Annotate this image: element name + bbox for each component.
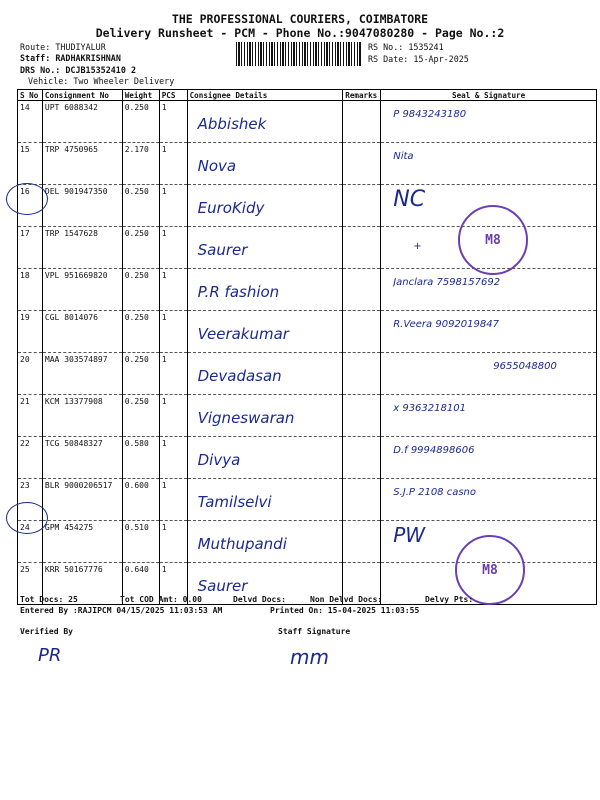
cell-consignee [187,101,343,143]
verified-signature: PR [38,645,62,666]
cell-pcs: 1 [159,395,187,437]
cell-remarks [343,521,381,563]
cell-consignee [187,437,343,479]
cell-consignment: CGL 8014076 [42,311,122,353]
table-row [18,101,597,143]
cell-weight: 2.170 [122,143,159,185]
cell-sno: 18 [18,269,43,311]
non-delvd-docs: Non Delvd Docs: [310,595,383,604]
company-seal [458,205,528,275]
cell-sno: 14 [18,101,43,143]
cell-pcs: 1 [159,521,187,563]
cell-sno: 21 [18,395,43,437]
company-title: THE PROFESSIONAL COURIERS, COIMBATORE [171,12,429,26]
cell-remarks [343,395,381,437]
cell-consignee [187,185,343,227]
cell-sno: 22 [18,437,43,479]
consignee-name: Tamilselvi [197,493,272,511]
cell-consignment: GPM 454275 [42,521,122,563]
cell-signature [381,311,597,353]
cell-consignee [187,227,343,269]
route-label: Route: [20,42,51,52]
cell-weight: 0.510 [122,521,159,563]
cell-signature [381,353,597,395]
cell-remarks [343,311,381,353]
delvd-docs: Delvd Docs: [233,595,286,604]
signature: P 9843243180 [393,109,467,120]
cell-consignee [187,311,343,353]
cell-consignee [187,479,343,521]
consignee-name: EuroKidy [197,199,265,217]
signature: S.J.P 2108 casno [393,487,477,498]
col-remarks: Remarks [343,90,381,101]
cell-pcs: 1 [159,269,187,311]
cell-pcs: 1 [159,143,187,185]
consignee-name: Saurer [197,577,248,595]
signature: Nita [393,151,414,162]
table-header-row [18,90,597,101]
cell-consignment: TRP 4750965 [42,143,122,185]
cell-pcs: 1 [159,185,187,227]
cell-pcs: 1 [159,353,187,395]
col-consignment: Consignment No [42,90,122,101]
consignee-name: Saurer [197,241,248,259]
cell-remarks [343,479,381,521]
tot-docs: Tot Docs: 25 [20,595,78,604]
cell-signature [381,143,597,185]
consignee-name: Vigneswaran [197,409,295,427]
cell-remarks [343,353,381,395]
table-row [18,353,597,395]
cell-consignment: BLR 9000206517 [42,479,122,521]
staff-signature: mm [290,645,329,669]
cell-consignee [187,395,343,437]
cell-weight: 0.250 [122,395,159,437]
cell-sno: 17 [18,227,43,269]
rs-no-label: RS No.: [368,42,404,52]
vehicle-value: Two Wheeler Delivery [73,76,175,86]
cell-pcs: 1 [159,227,187,269]
pen-circle-mark [6,502,48,534]
consignee-name: Divya [197,451,241,469]
col-seal-signature: Seal & Signature [381,90,597,101]
cell-consignment: TCG 50848327 [42,437,122,479]
col-sno: S No [18,90,43,101]
cell-weight: 0.640 [122,563,159,605]
table-row [18,479,597,521]
cell-remarks [343,227,381,269]
barcode [236,42,361,66]
consignee-name: Veerakumar [197,325,289,343]
cell-remarks [343,101,381,143]
cell-signature [381,479,597,521]
col-weight: Weight [122,90,159,101]
table-row [18,269,597,311]
cell-remarks [343,437,381,479]
pen-circle-mark [6,183,48,215]
rs-no-line [368,42,444,52]
staff-label: Staff: [20,53,51,63]
staff-line [20,53,121,63]
signature: D.f 9994898606 [393,445,475,456]
cell-consignment: DEL 901947350 [42,185,122,227]
drs-value: DCJB15352410 2 [65,65,136,75]
cell-sno: 25 [18,563,43,605]
cell-consignment: KCM 13377908 [42,395,122,437]
col-pcs: PCS [159,90,187,101]
signature: PW [393,523,426,547]
cell-consignee [187,521,343,563]
cell-sno: 24 [18,521,43,563]
signature: Janclara 7598157692 [393,277,501,288]
cell-consignment: VPL 951669820 [42,269,122,311]
cell-remarks [343,269,381,311]
cell-consignee [187,353,343,395]
cell-consignment: KRR 50167776 [42,563,122,605]
rs-no-value: 1535241 [408,42,444,52]
cell-remarks [343,143,381,185]
table-row [18,395,597,437]
staff-signature-label: Staff Signature [278,627,351,636]
runsheet-subtitle: Delivery Runsheet - PCM - Phone No.:9047080280 - Page No.:2 [95,26,505,40]
table-row [18,143,597,185]
cell-sno: 19 [18,311,43,353]
cell-consignment: UPT 6088342 [42,101,122,143]
signature: NC [393,187,426,212]
cell-remarks [343,185,381,227]
cell-consignment: TRP 1547628 [42,227,122,269]
cell-weight: 0.250 [122,269,159,311]
signature: 9655048800 [493,361,557,372]
cell-weight: 0.250 [122,227,159,269]
route-value: THUDIYALUR [55,42,106,52]
printed-on: Printed On: 15-04-2025 11:03:55 [270,606,420,615]
cell-weight: 0.250 [122,311,159,353]
vehicle-line [28,76,174,86]
consignee-name: Muthupandi [197,535,287,553]
staff-value: RADHAKRISHNAN [55,53,121,63]
runsheet-table [17,89,597,605]
vehicle-label: Vehicle: [28,76,69,86]
cell-signature [381,437,597,479]
signature: R.Veera 9092019847 [393,319,499,330]
cell-consignment: MAA 303574897 [42,353,122,395]
cell-weight: 0.250 [122,101,159,143]
verified-by-label: Verified By [20,627,73,636]
delvy-pts: Delvy Pts: [425,595,474,604]
rs-date-label: RS Date: [368,54,409,64]
entered-by: Entered By :RAJIPCM 04/15/2025 11:03:53 AM [20,606,223,615]
rs-date-value: 15-Apr-2025 [413,54,469,64]
cell-sno: 20 [18,353,43,395]
cell-sno: 23 [18,479,43,521]
signature: + [413,241,422,252]
cell-signature [381,395,597,437]
seal-initials: M8 [485,232,501,248]
table-row [18,437,597,479]
cell-pcs: 1 [159,563,187,605]
route-line [20,42,106,52]
cell-pcs: 1 [159,437,187,479]
cell-weight: 0.250 [122,185,159,227]
cell-pcs: 1 [159,479,187,521]
consignee-name: Devadasan [197,367,282,385]
seal-initials: M8 [482,562,498,578]
cell-weight: 0.250 [122,353,159,395]
cell-consignee [187,269,343,311]
cell-pcs: 1 [159,311,187,353]
cell-weight: 0.600 [122,479,159,521]
cell-sno: 15 [18,143,43,185]
tot-cod: Tot COD Amt: 0.00 [120,595,202,604]
signature: x 9363218101 [393,403,466,414]
cell-weight: 0.580 [122,437,159,479]
drs-line [20,65,136,75]
rs-date-line [368,54,469,64]
cell-signature [381,101,597,143]
cell-pcs: 1 [159,101,187,143]
table-row [18,311,597,353]
cell-sno: 16 [18,185,43,227]
consignee-name: P.R fashion [197,283,280,301]
consignee-name: Nova [197,157,237,175]
drs-label: DRS No.: [20,65,61,75]
consignee-name: Abbishek [197,115,267,133]
cell-consignee [187,143,343,185]
col-consignee: Consignee Details [187,90,343,101]
